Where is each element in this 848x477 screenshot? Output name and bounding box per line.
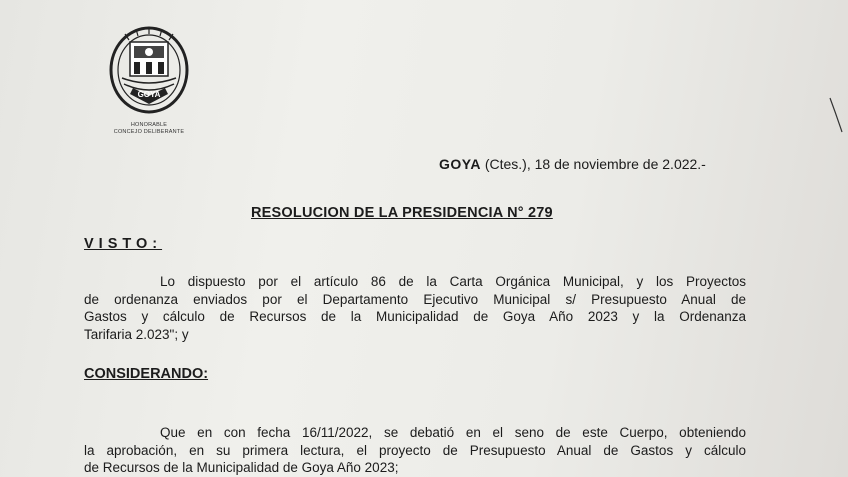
seal-caption-line1: HONORABLE bbox=[130, 122, 168, 128]
svg-text:GOYA: GOYA bbox=[137, 90, 161, 99]
considerando-paragraph bbox=[84, 424, 746, 477]
visto-line: Lo dispuesto por el artículo 86 de la Carta Orgánica Municipal, y los Proyectos bbox=[160, 274, 746, 289]
date-text: (Ctes.), 18 de noviembre de 2.022.- bbox=[480, 156, 706, 172]
visto-line: de ordenanza enviados por el Departamento Ejecutivo Municipal s/ Presupuesto Anual de bbox=[84, 291, 746, 307]
margin-pen-mark bbox=[826, 96, 846, 136]
seal-emblem-text bbox=[108, 24, 190, 116]
considerando-line: la aprobación, en su primera lectura, el proyecto de Presupuesto Anual de Gastos y cálculo bbox=[84, 442, 746, 458]
date-line bbox=[439, 156, 706, 172]
seal-caption bbox=[104, 122, 194, 136]
visto-heading: VISTO: bbox=[84, 236, 163, 252]
visto-line: Tarifaria 2.023"; y bbox=[84, 326, 189, 342]
considerando-line: Que en con fecha 16/11/2022, se debatió en el seno de este Cuerpo, obteniendo bbox=[160, 425, 746, 440]
considerando-heading: CONSIDERANDO: bbox=[84, 366, 209, 382]
visto-line: Gastos y cálculo de Recursos de la Municipalidad de Goya Año 2023 y la Ordenanza bbox=[84, 309, 746, 324]
visto-paragraph bbox=[84, 273, 746, 343]
resolution-title: RESOLUCION DE LA PRESIDENCIA N° 279 bbox=[251, 205, 553, 221]
considerando-line: de Recursos de la Municipalidad de Goya Año 2023; bbox=[84, 460, 399, 475]
city-name: GOYA bbox=[439, 156, 481, 172]
seal-caption-line2: CONCEJO DELIBERANTE bbox=[113, 129, 185, 135]
